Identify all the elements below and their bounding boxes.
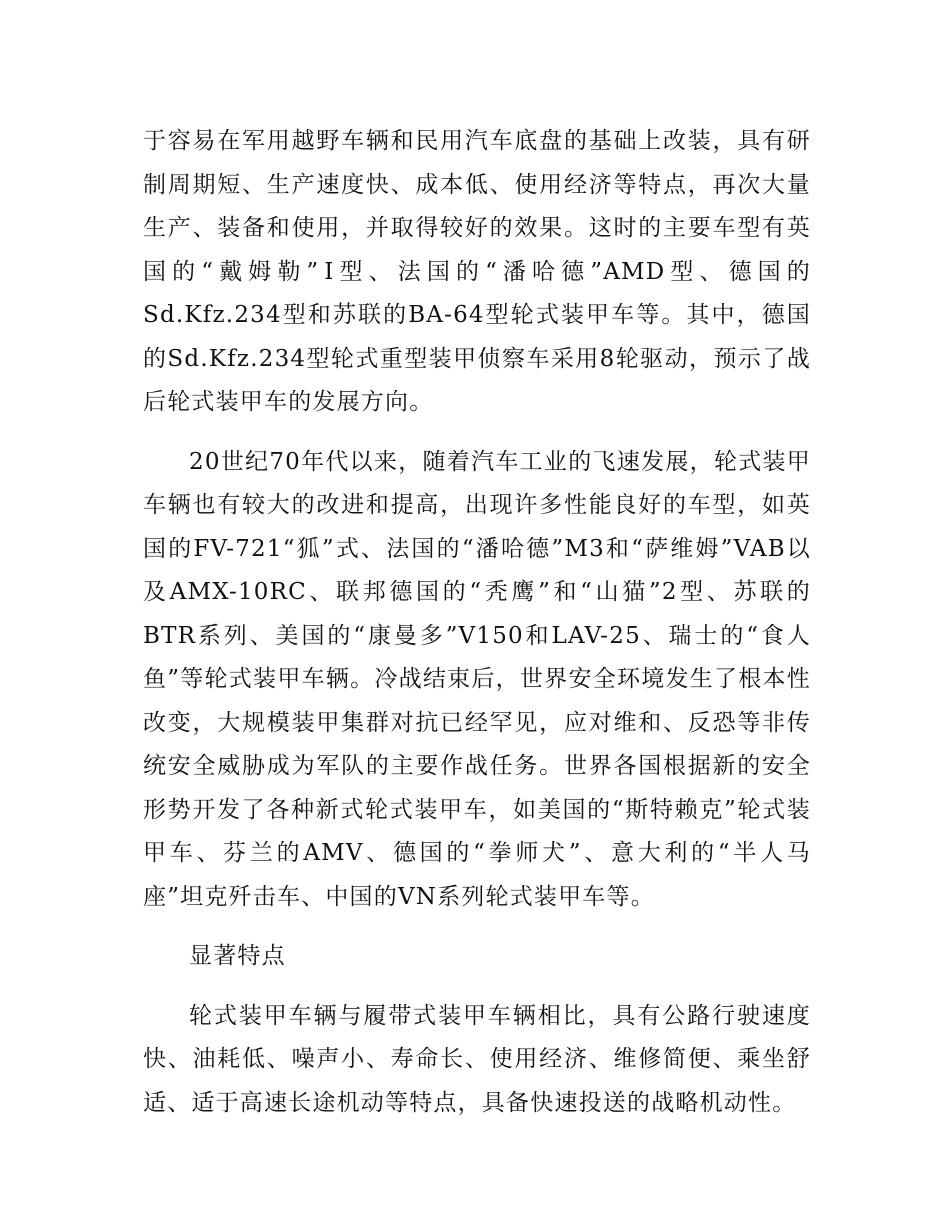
paragraph-features: 轮式装甲车辆与履带式装甲车辆相比，具有公路行驶速度快、油耗低、噪声小、寿命长、使用经济、维修简便、乘坐舒适、适于高速长途机动等特点，具备快速投送的战略机动性。 xyxy=(143,1002,811,1116)
section-heading: 显著特点 xyxy=(189,943,286,969)
paragraph-history: 20世纪70年代以来，随着汽车工业的飞速发展，轮式装甲车辆也有较大的改进和提高，出现许多性能良好的车型，如英国的FV-721“狐”式、法国的“潘哈德”M3和“萨维姆”VAB以及AMX-10RC、联邦德国的“秃鹰”和“山猫”2型、苏联的BTR系列、美国的“康曼多”V150和LAV-25、瑞士的“食人鱼”等轮式装甲车辆。冷战结束后，世界安全环境发生了根本性改变，大规模装甲集群对抗已经罕见，应对维和、反恐等非传统安全威胁成为军队的主要作战任务。世界各国根据新的安全形势开发了各种新式轮式装甲车，如美国的“斯特赖克”轮式装甲车、芬兰的AMV、德国的“拳师犬”、意大利的“半人马座”坦克歼击车、中国的VN系列轮式装甲车等。 xyxy=(143,448,811,910)
document-body xyxy=(143,120,811,1125)
paragraph-continuation: 于容易在军用越野车辆和民用汽车底盘的基础上改装，具有研制周期短、生产速度快、成本低、使用经济等特点，再次大量生产、装备和使用，并取得较好的效果。这时的主要车型有英国的“戴姆勒”Ⅰ型、法国的“潘哈德”AMD型、德国的Sd.Kfz.234型和苏联的BA-64型轮式装甲车等。其中，德国的Sd.Kfz.234型轮式重型装甲侦察车采用8轮驱动，预示了战后轮式装甲车的发展方向。 xyxy=(143,128,811,415)
